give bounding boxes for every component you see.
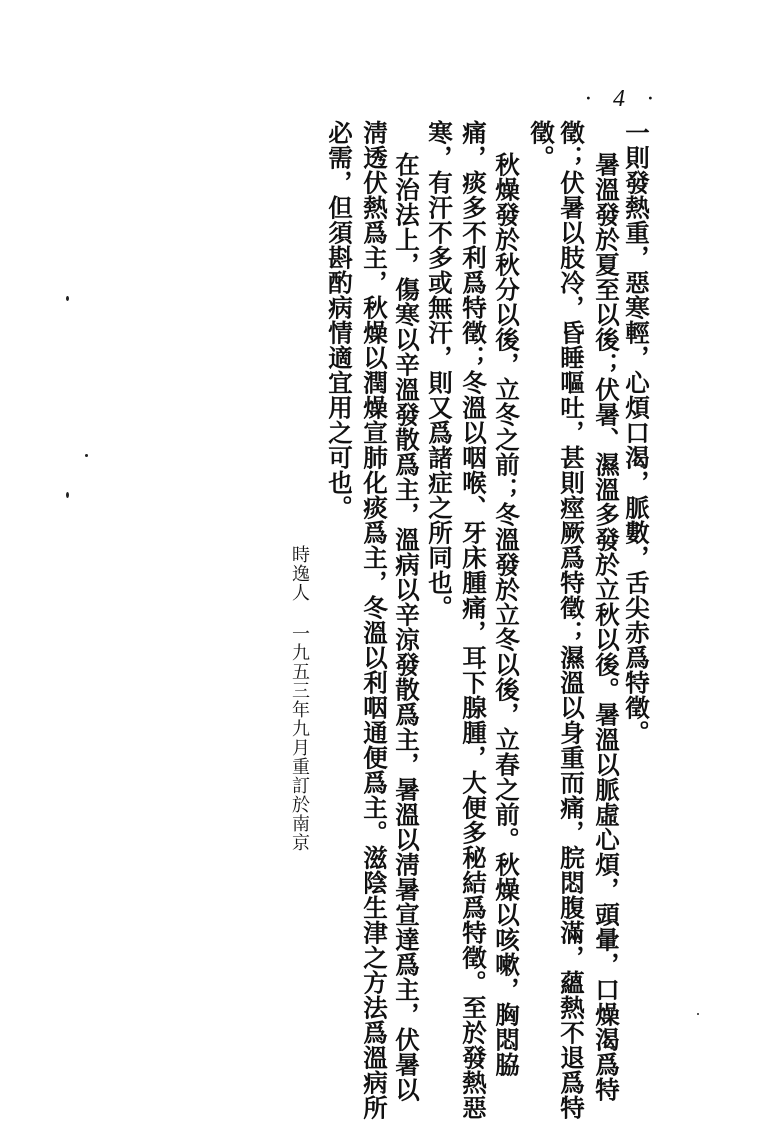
text-column-4: 徵。: [527, 120, 556, 170]
text-column-8: 在治法上，傷寒以辛溫發散爲主，溫病以辛涼發散爲主，暑溫以淸暑宣達爲主，伏暑以: [392, 152, 421, 1102]
scan-speck: [66, 296, 69, 301]
text-column-6: 痛，痰多不利爲特徵；冬溫以咽喉、牙床腫痛，耳下腺腫，大便多秘結爲特徵。至於發熱惡: [459, 120, 488, 1120]
scan-speck: [66, 492, 69, 498]
text-column-10: 必需，但須斟酌病情適宜用之可也。: [325, 120, 354, 520]
page-number: · 4 ·: [585, 86, 661, 112]
text-column-1: 一則發熱重，惡寒輕，心煩口渴，脈數，舌尖赤爲特徵。: [622, 120, 651, 745]
text-column-7: 寒，有汗不多或無汗，則又爲諸症之所同也。: [425, 120, 454, 620]
text-column-3: 徵；伏暑以肢冷，昏睡嘔吐，甚則痙厥爲特徵；濕溫以身重而痛，脘悶腹滿，蘊熱不退爲特: [557, 120, 586, 1120]
scan-speck: [85, 454, 88, 457]
text-column-9: 淸透伏熱爲主，秋燥以潤燥宣肺化痰爲主，冬溫以利咽通便爲主。滋陰生津之方法爲溫病所: [360, 120, 389, 1120]
author-signature: 時逸人 一九五三年九月重訂於南京: [289, 545, 310, 852]
text-column-5: 秋燥發於秋分以後，立冬之前；冬溫發於立冬以後，立春之前。秋燥以咳嗽，胸悶脇: [492, 152, 521, 1077]
text-column-2: 暑溫發於夏至以後；伏暑、濕溫多發於立秋以後。暑溫以脈虛心煩，頭暈，口燥渴爲特: [592, 152, 621, 1102]
scan-speck: [697, 1013, 699, 1015]
